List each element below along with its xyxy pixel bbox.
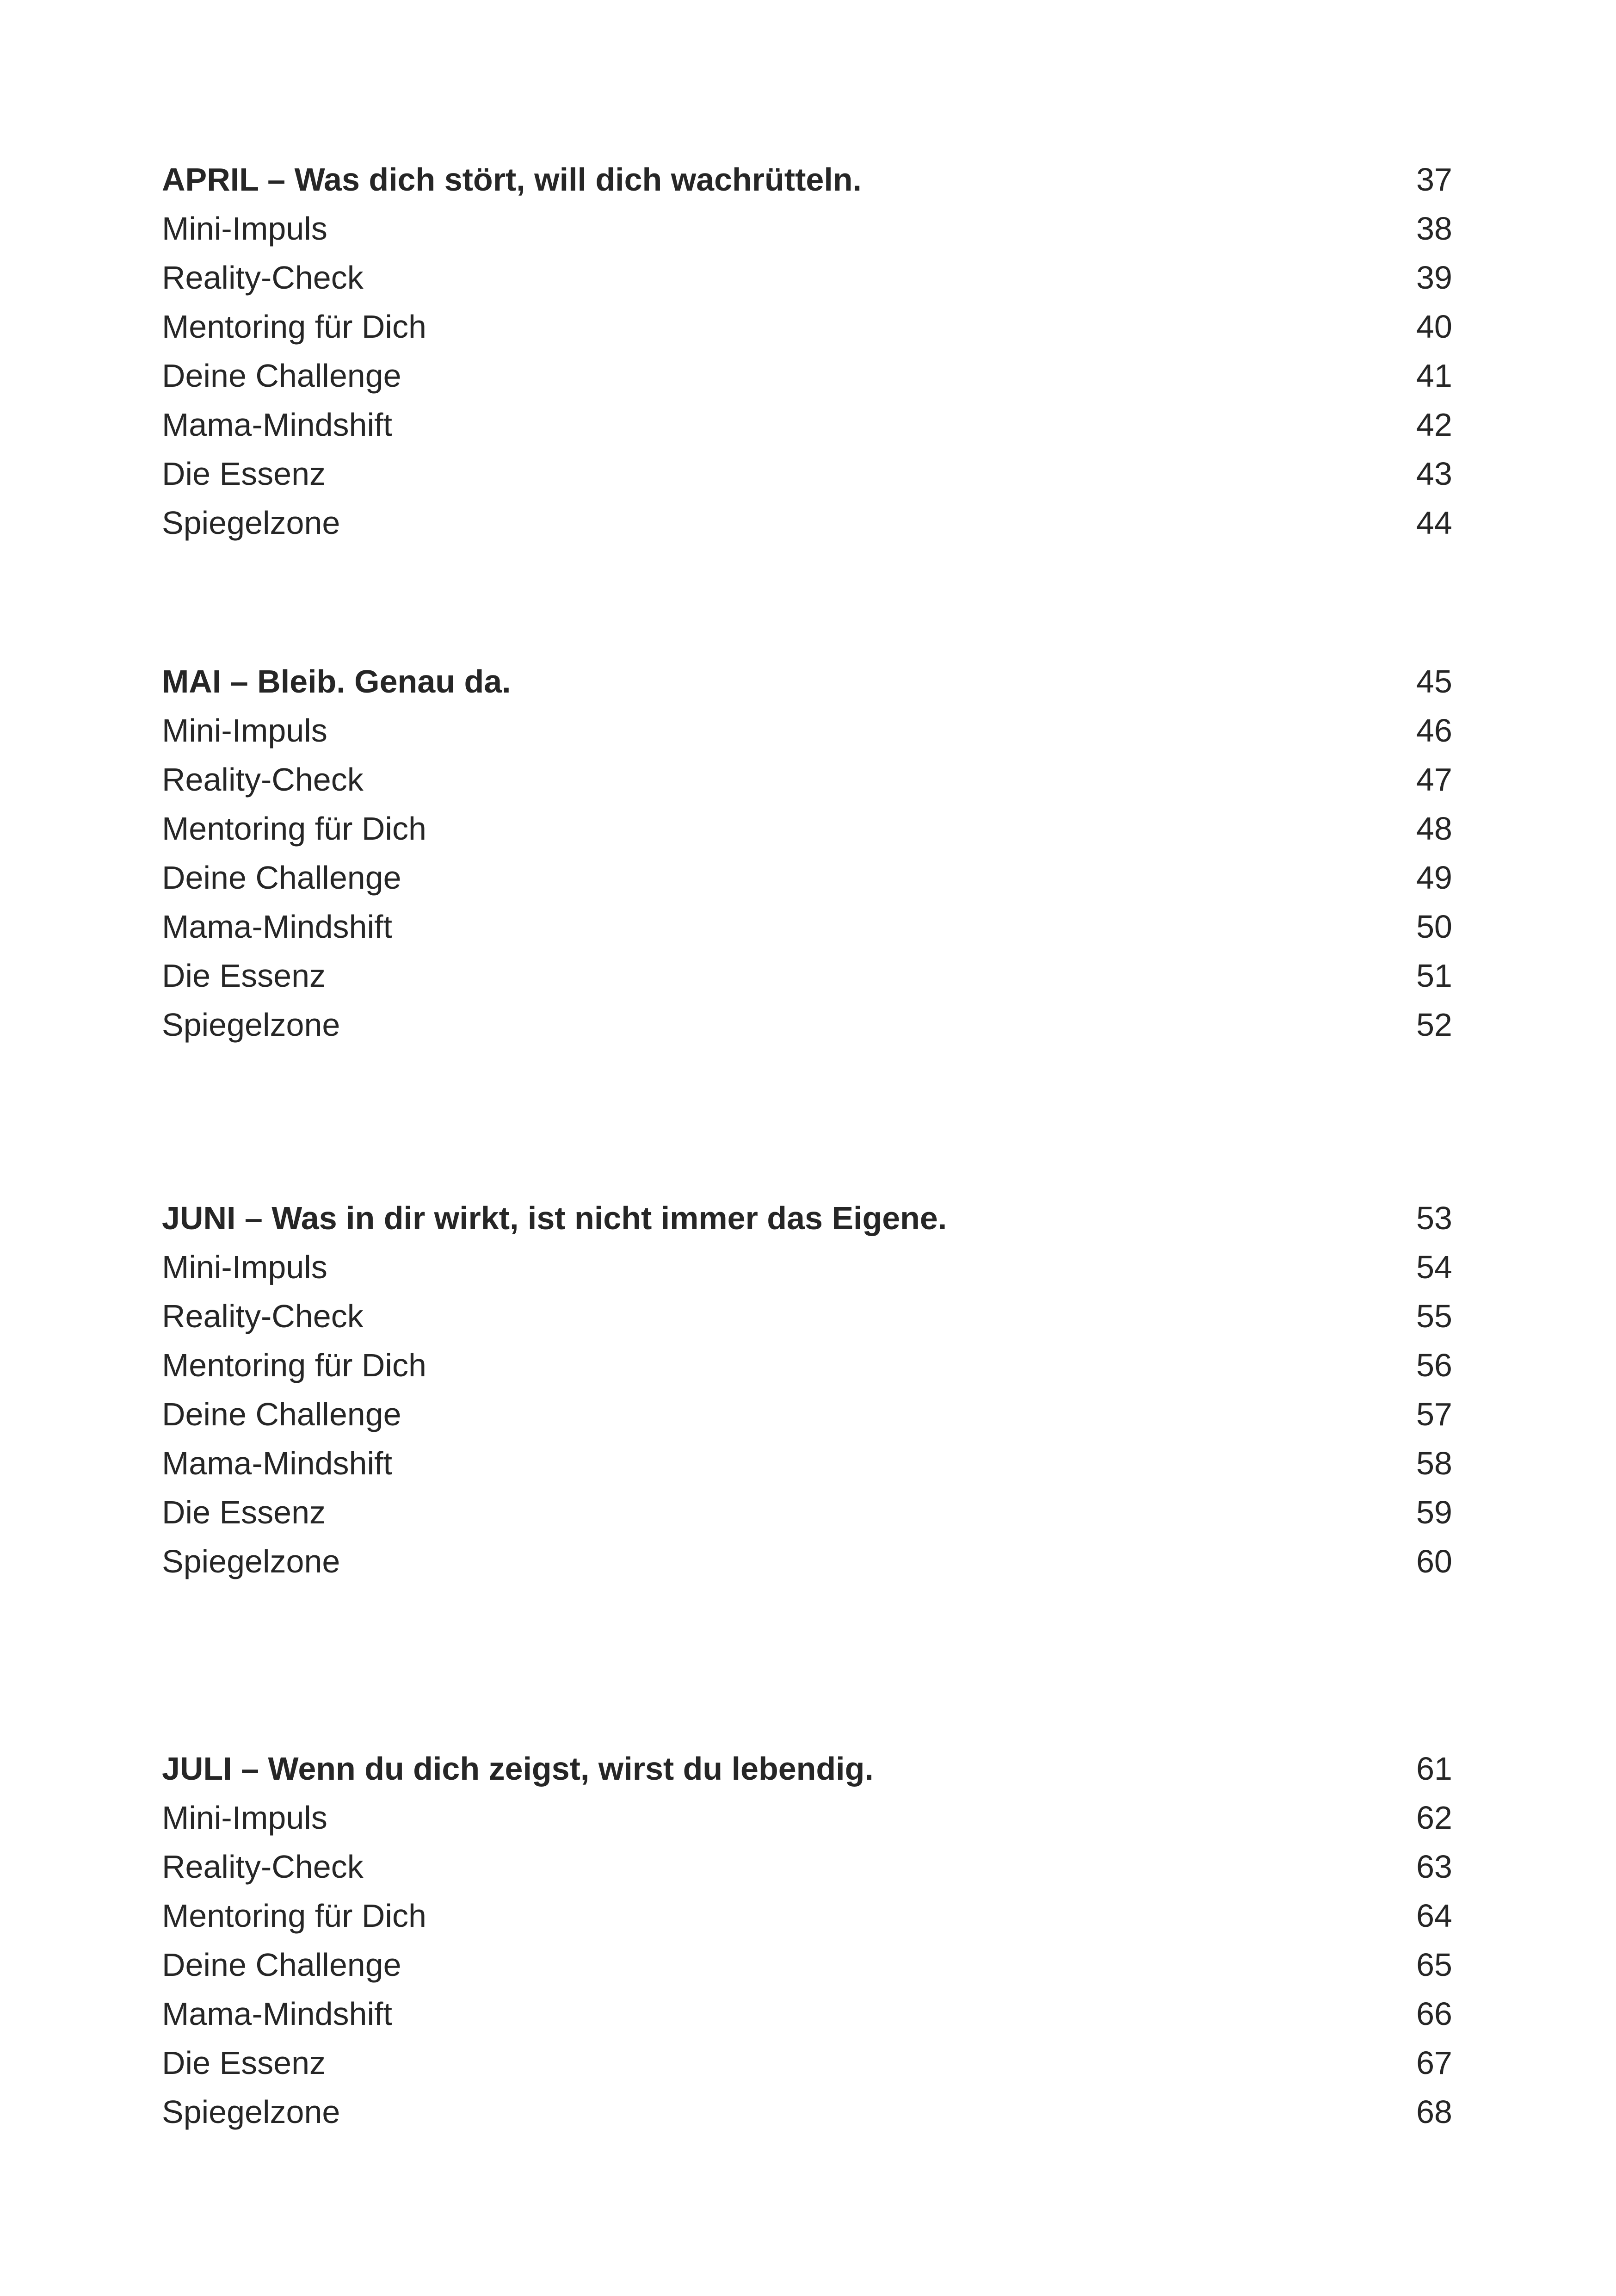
- toc-entry[interactable]: [162, 951, 1452, 1000]
- toc-page-number: 68: [1416, 2094, 1452, 2130]
- toc-entry[interactable]: [162, 204, 1452, 253]
- toc-entry-label: Mini-Impuls: [162, 1249, 327, 1285]
- toc-page-number: 45: [1416, 663, 1452, 699]
- toc-entry-label: Deine Challenge: [162, 1947, 401, 1983]
- toc-entry[interactable]: [162, 498, 1452, 547]
- toc-chapter-heading[interactable]: [162, 1744, 1452, 1793]
- toc-page-number: 52: [1416, 1007, 1452, 1043]
- toc-entry-label: Mini-Impuls: [162, 210, 327, 247]
- toc-entry-label: Deine Challenge: [162, 1396, 401, 1432]
- toc-entry-label: Mentoring für Dich: [162, 811, 426, 847]
- toc-page-number: 48: [1416, 811, 1452, 847]
- toc-chapter-heading[interactable]: [162, 1194, 1452, 1243]
- toc-entry[interactable]: [162, 1842, 1452, 1891]
- toc-entry[interactable]: [162, 351, 1452, 400]
- toc-page-number: 53: [1416, 1200, 1452, 1236]
- toc-page-number: 51: [1416, 958, 1452, 994]
- toc-entry[interactable]: [162, 1341, 1452, 1390]
- toc-page-number: 64: [1416, 1898, 1452, 1934]
- toc-entry[interactable]: [162, 1488, 1452, 1537]
- toc-page-number: 47: [1416, 761, 1452, 798]
- toc-entry-label: Die Essenz: [162, 1494, 326, 1530]
- toc-page-number: 56: [1416, 1347, 1452, 1383]
- toc-entry[interactable]: [162, 755, 1452, 804]
- toc-page-number: 44: [1416, 505, 1452, 541]
- toc-entry[interactable]: [162, 1390, 1452, 1439]
- toc-entry-label: Mama-Mindshift: [162, 407, 392, 443]
- toc-page-number: 65: [1416, 1947, 1452, 1983]
- toc-page-number: 50: [1416, 909, 1452, 945]
- toc-entry[interactable]: [162, 1793, 1452, 1842]
- toc-page-number: 61: [1416, 1751, 1452, 1787]
- toc-entry-label: Deine Challenge: [162, 860, 401, 896]
- toc-entry-label: Reality-Check: [162, 1849, 364, 1885]
- toc-section-mai: [162, 657, 1452, 1049]
- toc-entry[interactable]: [162, 302, 1452, 351]
- toc-chapter-title: MAI – Bleib. Genau da.: [162, 663, 511, 699]
- toc-page-number: 43: [1416, 456, 1452, 492]
- toc-entry[interactable]: [162, 1989, 1452, 2038]
- toc-entry-label: Reality-Check: [162, 260, 364, 296]
- toc-entry-label: Spiegelzone: [162, 1007, 340, 1043]
- toc-entry[interactable]: [162, 449, 1452, 498]
- toc-page-number: 59: [1416, 1494, 1452, 1530]
- toc-chapter-title: JULI – Wenn du dich zeigst, wirst du lebendig.: [162, 1751, 874, 1787]
- toc-page-number: 49: [1416, 860, 1452, 896]
- toc-entry[interactable]: [162, 2038, 1452, 2087]
- toc-entry[interactable]: [162, 804, 1452, 853]
- toc-entry-label: Mini-Impuls: [162, 1800, 327, 1836]
- toc-entry-label: Mama-Mindshift: [162, 909, 392, 945]
- toc-entry[interactable]: [162, 253, 1452, 302]
- toc-entry-label: Die Essenz: [162, 958, 326, 994]
- toc-page-number: 42: [1416, 407, 1452, 443]
- toc-page-number: 60: [1416, 1543, 1452, 1579]
- toc-entry[interactable]: [162, 1243, 1452, 1292]
- toc-entry[interactable]: [162, 400, 1452, 449]
- toc-chapter-title: JUNI – Was in dir wirkt, ist nicht immer das Eigene.: [162, 1200, 947, 1236]
- toc-page-number: 63: [1416, 1849, 1452, 1885]
- toc-entry-label: Mama-Mindshift: [162, 1996, 392, 2032]
- toc-entry[interactable]: [162, 1439, 1452, 1488]
- toc-page-number: 66: [1416, 1996, 1452, 2032]
- toc-entry[interactable]: [162, 1537, 1452, 1586]
- toc-page-number: 46: [1416, 712, 1452, 749]
- toc-entry[interactable]: [162, 902, 1452, 951]
- toc-entry-label: Mentoring für Dich: [162, 309, 426, 345]
- toc-entry-label: Spiegelzone: [162, 505, 340, 541]
- toc-page-number: 40: [1416, 309, 1452, 345]
- toc-entry-label: Mama-Mindshift: [162, 1445, 392, 1481]
- toc-entry[interactable]: [162, 1292, 1452, 1341]
- toc-entry-label: Die Essenz: [162, 456, 326, 492]
- toc-entry[interactable]: [162, 1000, 1452, 1049]
- toc-page-number: 58: [1416, 1445, 1452, 1481]
- toc-entry[interactable]: [162, 853, 1452, 902]
- toc-entry-label: Spiegelzone: [162, 2094, 340, 2130]
- toc-page-number: 54: [1416, 1249, 1452, 1285]
- toc-entry-label: Reality-Check: [162, 1298, 364, 1334]
- toc-entry[interactable]: [162, 2087, 1452, 2136]
- toc-page-number: 39: [1416, 260, 1452, 296]
- toc-page-number: 38: [1416, 210, 1452, 247]
- toc-entry[interactable]: [162, 1891, 1452, 1940]
- toc-entry-label: Deine Challenge: [162, 358, 401, 394]
- toc-entry[interactable]: [162, 706, 1452, 755]
- toc-entry-label: Mentoring für Dich: [162, 1347, 426, 1383]
- toc-chapter-title: APRIL – Was dich stört, will dich wachrütteln.: [162, 161, 862, 198]
- toc-chapter-heading[interactable]: [162, 155, 1452, 204]
- toc-entry-label: Die Essenz: [162, 2045, 326, 2081]
- toc-section-april: [162, 155, 1452, 547]
- toc-section-juli: [162, 1744, 1452, 2136]
- toc-page-number: 57: [1416, 1396, 1452, 1432]
- toc-entry-label: Spiegelzone: [162, 1543, 340, 1579]
- toc-chapter-heading[interactable]: [162, 657, 1452, 706]
- toc-entry[interactable]: [162, 1940, 1452, 1989]
- toc-page-number: 62: [1416, 1800, 1452, 1836]
- toc-entry-label: Mentoring für Dich: [162, 1898, 426, 1934]
- toc-entry-label: Reality-Check: [162, 761, 364, 798]
- toc-section-juni: [162, 1194, 1452, 1586]
- toc-page-number: 41: [1416, 358, 1452, 394]
- toc-entry-label: Mini-Impuls: [162, 712, 327, 749]
- toc-page-number: 37: [1416, 161, 1452, 198]
- toc-page-number: 55: [1416, 1298, 1452, 1334]
- toc-page-number: 67: [1416, 2045, 1452, 2081]
